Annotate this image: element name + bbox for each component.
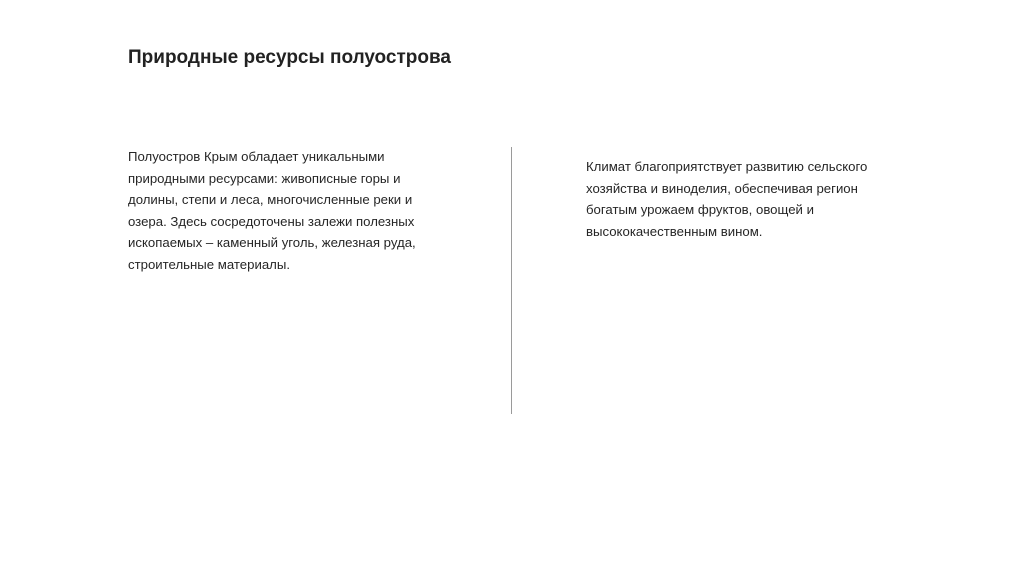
left-text-line: озера. Здесь сосредоточены залежи полезных <box>128 213 415 229</box>
column-divider <box>511 147 512 414</box>
left-column-text <box>128 146 458 276</box>
right-text-line: хозяйства и виноделия, обеспечивая регион <box>586 180 858 196</box>
slide-title: Природные ресурсы полуострова <box>128 47 451 68</box>
left-text-line: природными ресурсами: живописные горы и <box>128 170 401 186</box>
left-text-line: ископаемых – каменный уголь, железная руда, <box>128 235 416 251</box>
left-text-line: строительные материалы. <box>128 256 290 272</box>
right-text-line: высококачественным вином. <box>586 223 763 239</box>
right-text-line: богатым урожаем фруктов, овощей и <box>586 202 814 218</box>
left-text-line: долины, степи и леса, многочисленные реки и <box>128 192 413 208</box>
right-column-text <box>586 156 906 242</box>
right-text-line: Климат благоприятствует развитию сельского <box>586 159 868 174</box>
left-text-line: Полуостров Крым обладает уникальными <box>128 149 385 164</box>
